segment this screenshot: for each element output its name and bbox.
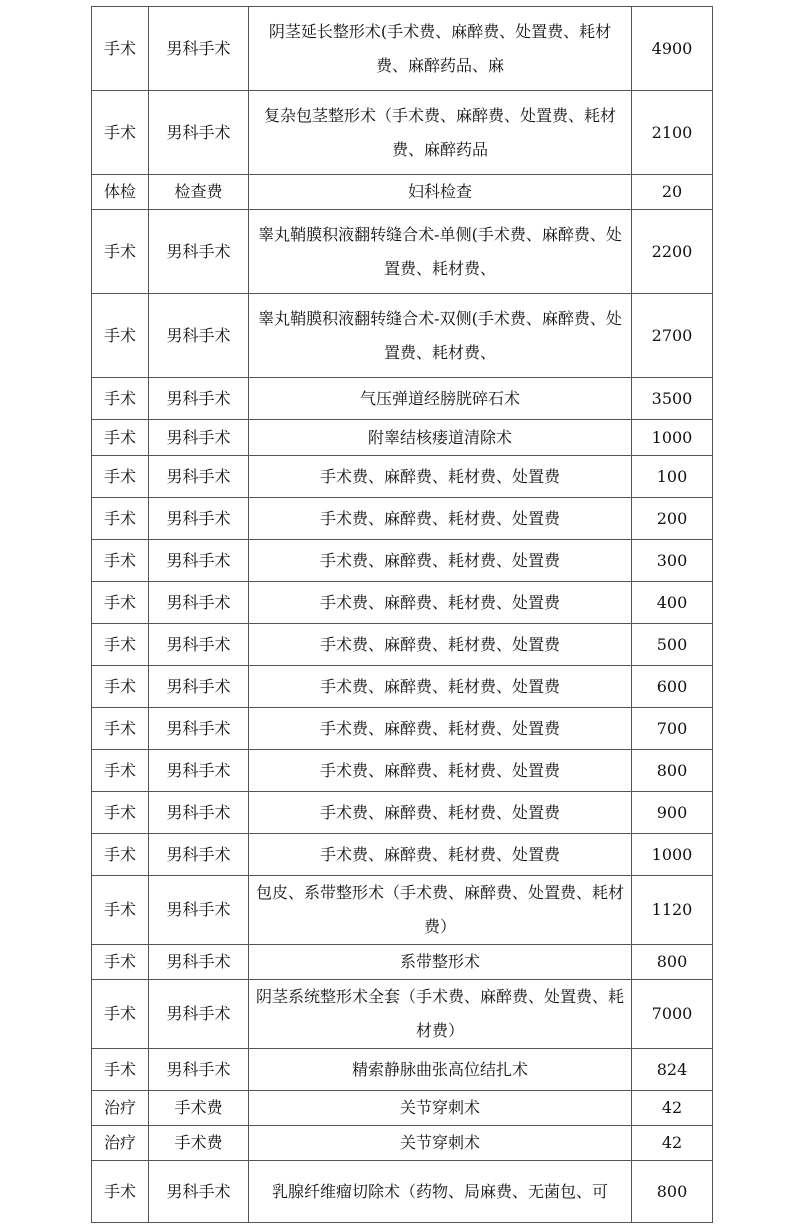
table-row [92, 582, 713, 624]
item-cell: 手术费、麻醉费、耗材费、处置费 [249, 624, 632, 666]
table-row [92, 456, 713, 498]
price-cell: 400 [632, 582, 713, 624]
table-row [92, 294, 713, 378]
table-row [92, 666, 713, 708]
table-row [92, 1126, 713, 1161]
type-cell: 手术费 [149, 1091, 249, 1126]
category-cell: 手术 [92, 1161, 149, 1223]
table-row [92, 378, 713, 420]
category-cell: 手术 [92, 945, 149, 980]
price-cell: 7000 [632, 980, 713, 1049]
price-cell: 4900 [632, 7, 713, 91]
price-cell: 1120 [632, 876, 713, 945]
table-row [92, 1091, 713, 1126]
price-cell: 100 [632, 456, 713, 498]
table-row [92, 540, 713, 582]
category-cell: 手术 [92, 378, 149, 420]
item-cell: 乳腺纤维瘤切除术（药物、局麻费、无菌包、可 [249, 1161, 632, 1223]
category-cell: 手术 [92, 666, 149, 708]
item-cell: 气压弹道经膀胱碎石术 [249, 378, 632, 420]
type-cell: 男科手术 [149, 792, 249, 834]
type-cell: 男科手术 [149, 540, 249, 582]
price-cell: 42 [632, 1126, 713, 1161]
type-cell: 男科手术 [149, 945, 249, 980]
type-cell: 男科手术 [149, 210, 249, 294]
table-row [92, 792, 713, 834]
type-cell: 男科手术 [149, 708, 249, 750]
table-row [92, 7, 713, 91]
type-cell: 男科手术 [149, 1161, 249, 1223]
price-cell: 1000 [632, 834, 713, 876]
item-cell: 手术费、麻醉费、耗材费、处置费 [249, 792, 632, 834]
price-cell: 3500 [632, 378, 713, 420]
category-cell: 手术 [92, 420, 149, 456]
price-cell: 20 [632, 175, 713, 210]
type-cell: 男科手术 [149, 750, 249, 792]
type-cell: 男科手术 [149, 7, 249, 91]
item-cell: 手术费、麻醉费、耗材费、处置费 [249, 708, 632, 750]
type-cell: 男科手术 [149, 876, 249, 945]
type-cell: 男科手术 [149, 1049, 249, 1091]
price-cell: 300 [632, 540, 713, 582]
type-cell: 手术费 [149, 1126, 249, 1161]
type-cell: 男科手术 [149, 294, 249, 378]
category-cell: 手术 [92, 7, 149, 91]
category-cell: 手术 [92, 708, 149, 750]
type-cell: 男科手术 [149, 666, 249, 708]
type-cell: 男科手术 [149, 378, 249, 420]
item-cell: 手术费、麻醉费、耗材费、处置费 [249, 666, 632, 708]
table-row [92, 1161, 713, 1223]
category-cell: 手术 [92, 624, 149, 666]
table-row [92, 210, 713, 294]
item-cell: 包皮、系带整形术（手术费、麻醉费、处置费、耗材费） [249, 876, 632, 945]
item-cell: 妇科检查 [249, 175, 632, 210]
category-cell: 手术 [92, 980, 149, 1049]
category-cell: 手术 [92, 456, 149, 498]
price-cell: 42 [632, 1091, 713, 1126]
category-cell: 手术 [92, 210, 149, 294]
table-row [92, 708, 713, 750]
item-cell: 睾丸鞘膜积液翻转缝合术-双侧(手术费、麻醉费、处置费、耗材费、 [249, 294, 632, 378]
price-cell: 900 [632, 792, 713, 834]
category-cell: 手术 [92, 91, 149, 175]
category-cell: 手术 [92, 540, 149, 582]
table-row [92, 498, 713, 540]
price-cell: 800 [632, 945, 713, 980]
type-cell: 男科手术 [149, 834, 249, 876]
category-cell: 手术 [92, 876, 149, 945]
type-cell: 男科手术 [149, 91, 249, 175]
item-cell: 手术费、麻醉费、耗材费、处置费 [249, 540, 632, 582]
table-row [92, 175, 713, 210]
table-row [92, 876, 713, 945]
table-row [92, 420, 713, 456]
item-cell: 关节穿刺术 [249, 1091, 632, 1126]
item-cell: 阴茎延长整形术(手术费、麻醉费、处置费、耗材费、麻醉药品、麻 [249, 7, 632, 91]
price-cell: 1000 [632, 420, 713, 456]
type-cell: 男科手术 [149, 498, 249, 540]
item-cell: 关节穿刺术 [249, 1126, 632, 1161]
item-cell: 阴茎系统整形术全套（手术费、麻醉费、处置费、耗材费） [249, 980, 632, 1049]
type-cell: 男科手术 [149, 420, 249, 456]
item-cell: 系带整形术 [249, 945, 632, 980]
item-cell: 手术费、麻醉费、耗材费、处置费 [249, 456, 632, 498]
item-cell: 附睾结核瘘道清除术 [249, 420, 632, 456]
category-cell: 手术 [92, 582, 149, 624]
item-cell: 手术费、麻醉费、耗材费、处置费 [249, 750, 632, 792]
price-table [91, 6, 713, 1223]
category-cell: 手术 [92, 1049, 149, 1091]
category-cell: 手术 [92, 834, 149, 876]
type-cell: 检查费 [149, 175, 249, 210]
item-cell: 复杂包茎整形术（手术费、麻醉费、处置费、耗材费、麻醉药品 [249, 91, 632, 175]
price-cell: 800 [632, 750, 713, 792]
type-cell: 男科手术 [149, 456, 249, 498]
item-cell: 手术费、麻醉费、耗材费、处置费 [249, 582, 632, 624]
item-cell: 手术费、麻醉费、耗材费、处置费 [249, 834, 632, 876]
category-cell: 手术 [92, 498, 149, 540]
table-row [92, 624, 713, 666]
item-cell: 精索静脉曲张高位结扎术 [249, 1049, 632, 1091]
table-row [92, 91, 713, 175]
table-row [92, 945, 713, 980]
price-cell: 2700 [632, 294, 713, 378]
type-cell: 男科手术 [149, 582, 249, 624]
price-cell: 500 [632, 624, 713, 666]
price-cell: 600 [632, 666, 713, 708]
price-cell: 2100 [632, 91, 713, 175]
category-cell: 手术 [92, 792, 149, 834]
category-cell: 手术 [92, 750, 149, 792]
type-cell: 男科手术 [149, 624, 249, 666]
category-cell: 治疗 [92, 1126, 149, 1161]
price-cell: 200 [632, 498, 713, 540]
category-cell: 治疗 [92, 1091, 149, 1126]
price-cell: 700 [632, 708, 713, 750]
price-cell: 800 [632, 1161, 713, 1223]
table-row [92, 750, 713, 792]
category-cell: 手术 [92, 294, 149, 378]
price-cell: 2200 [632, 210, 713, 294]
type-cell: 男科手术 [149, 980, 249, 1049]
category-cell: 体检 [92, 175, 149, 210]
item-cell: 手术费、麻醉费、耗材费、处置费 [249, 498, 632, 540]
item-cell: 睾丸鞘膜积液翻转缝合术-单侧(手术费、麻醉费、处置费、耗材费、 [249, 210, 632, 294]
price-table-body [92, 7, 713, 1223]
price-cell: 824 [632, 1049, 713, 1091]
table-row [92, 834, 713, 876]
table-row [92, 1049, 713, 1091]
table-row [92, 980, 713, 1049]
